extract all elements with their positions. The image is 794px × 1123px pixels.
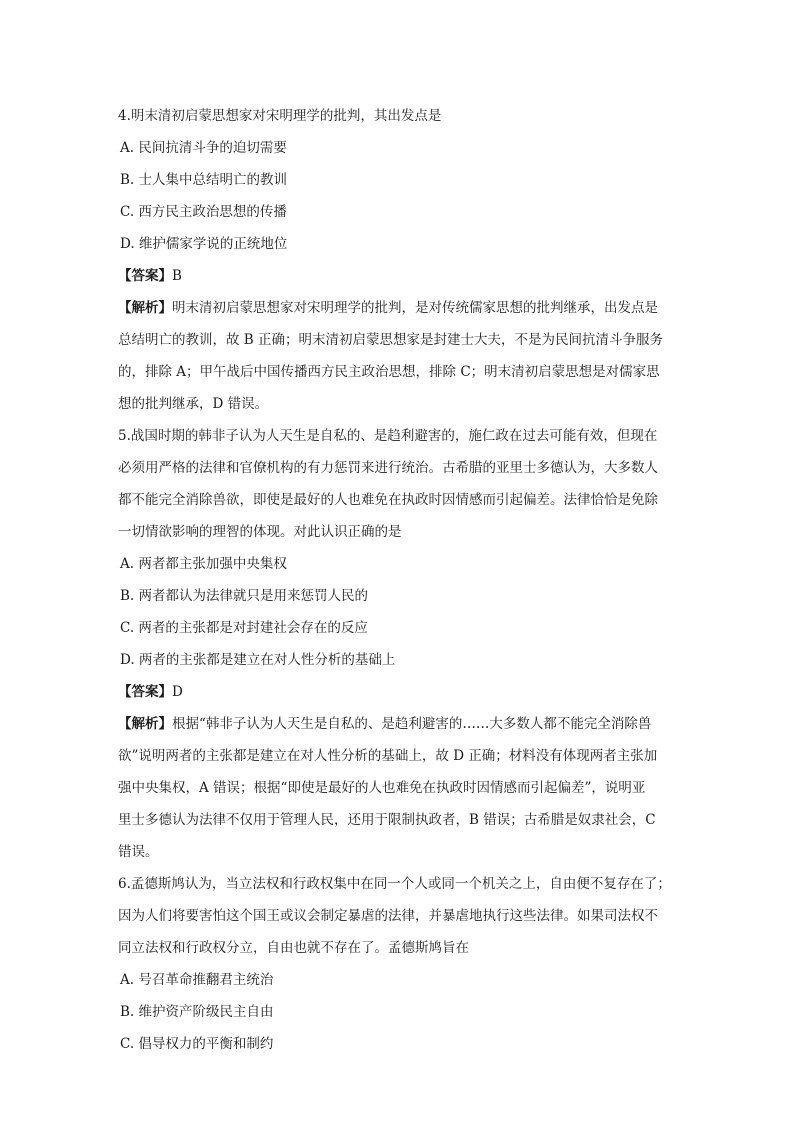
analysis-text: 根据“韩非子认为人天生是自私的、是趋利避害的……大多数人都不能完全消除兽 <box>172 716 652 732</box>
q6-option-b: B. 维护资产阶级民主自由 <box>120 1004 274 1020</box>
q5-option-a: A. 两者都主张加强中央集权 <box>120 556 287 572</box>
q6-option-c: C. 倡导权力的平衡和制约 <box>120 1036 274 1052</box>
q4-option-c: C. 西方民主政治思想的传播 <box>120 204 287 220</box>
q4-analysis-line-1 <box>118 292 698 324</box>
q5-stem-line-4: 一切情欲影响的理智的体现。对此认识正确的是 <box>118 524 402 540</box>
q6-stem-line-2: 因为人们将要害怕这个国王或议会制定暴虐的法律，并暴虐地执行这些法律。如果司法权不 <box>118 908 658 924</box>
answer-tag: 【答案】 <box>118 684 172 700</box>
q4-analysis-line-2: 总结明亡的教训，故 B 正确；明末清初启蒙思想家是封建士大夫，不是为民间抗清斗争服务 <box>118 332 664 348</box>
q6-stem-line-3: 同立法权和行政权分立，自由也就不存在了。孟德斯鸠旨在 <box>118 940 469 956</box>
q4-option-a: A. 民间抗清斗争的迫切需要 <box>120 140 287 156</box>
q4-answer <box>118 260 698 292</box>
q4-analysis-line-3: 的，排除 A；甲午战后中国传播西方民主政治思想，排除 C；明末清初启蒙思想是对儒家思 <box>118 364 660 380</box>
q5-stem-line-1: 5.战国时期的韩非子认为人天生是自私的、是趋利避害的，施仁政在过去可能有效，但现在 <box>118 428 658 444</box>
q5-answer <box>118 676 698 708</box>
q4-stem: 4.明末清初启蒙思想家对宋明理学的批判，其出发点是 <box>118 108 442 124</box>
q4-option-b: B. 士人集中总结明亡的教训 <box>120 172 288 188</box>
q5-analysis-line-1 <box>118 708 698 740</box>
q5-analysis-line-4: 里士多德认为法律不仅用于管理人民，还用于限制执政者，B 错误；古希腊是奴隶社会，C <box>118 812 656 828</box>
answer-value: B <box>172 268 182 284</box>
q5-analysis-line-5: 错误。 <box>118 844 159 860</box>
q5-stem-line-2: 必须用严格的法律和官僚机构的有力惩罚来进行统治。古希腊的亚里士多德认为，大多数人 <box>118 460 658 476</box>
q5-stem-line-3: 都不能完全消除兽欲，即使是最好的人也难免在执政时因情感而引起偏差。法律恰恰是免除 <box>118 492 658 508</box>
q5-analysis-line-2: 欲”说明两者的主张都是建立在对人性分析的基础上，故 D 正确；材料没有体现两者主张加 <box>118 748 658 764</box>
q5-option-b: B. 两者都认为法律就只是用来惩罚人民的 <box>120 588 369 604</box>
answer-tag: 【答案】 <box>118 268 172 284</box>
q4-analysis-line-4: 想的批判继承，D 错误。 <box>118 396 269 412</box>
analysis-tag: 【解析】 <box>118 300 172 316</box>
q5-option-d: D. 两者的主张都是建立在对人性分析的基础上 <box>120 652 396 668</box>
q5-option-c: C. 两者的主张都是对封建社会存在的反应 <box>120 620 368 636</box>
document-page <box>118 100 698 1060</box>
analysis-tag: 【解析】 <box>118 716 172 732</box>
q5-analysis-line-3: 强中央集权，A 错误；根据“即使是最好的人也难免在执政时因情感而引起偏差”，说明亚 <box>118 780 646 796</box>
answer-value: D <box>172 684 183 700</box>
q6-option-a: A. 号召革命推翻君主统治 <box>120 972 274 988</box>
q6-stem-line-1: 6.孟德斯鸠认为，当立法权和行政权集中在同一个人或同一个机关之上，自由便不复存在了； <box>118 876 671 892</box>
analysis-text: 明末清初启蒙思想家对宋明理学的批判，是对传统儒家思想的批判继承，出发点是 <box>172 300 658 316</box>
q4-option-d: D. 维护儒家学说的正统地位 <box>120 236 288 252</box>
